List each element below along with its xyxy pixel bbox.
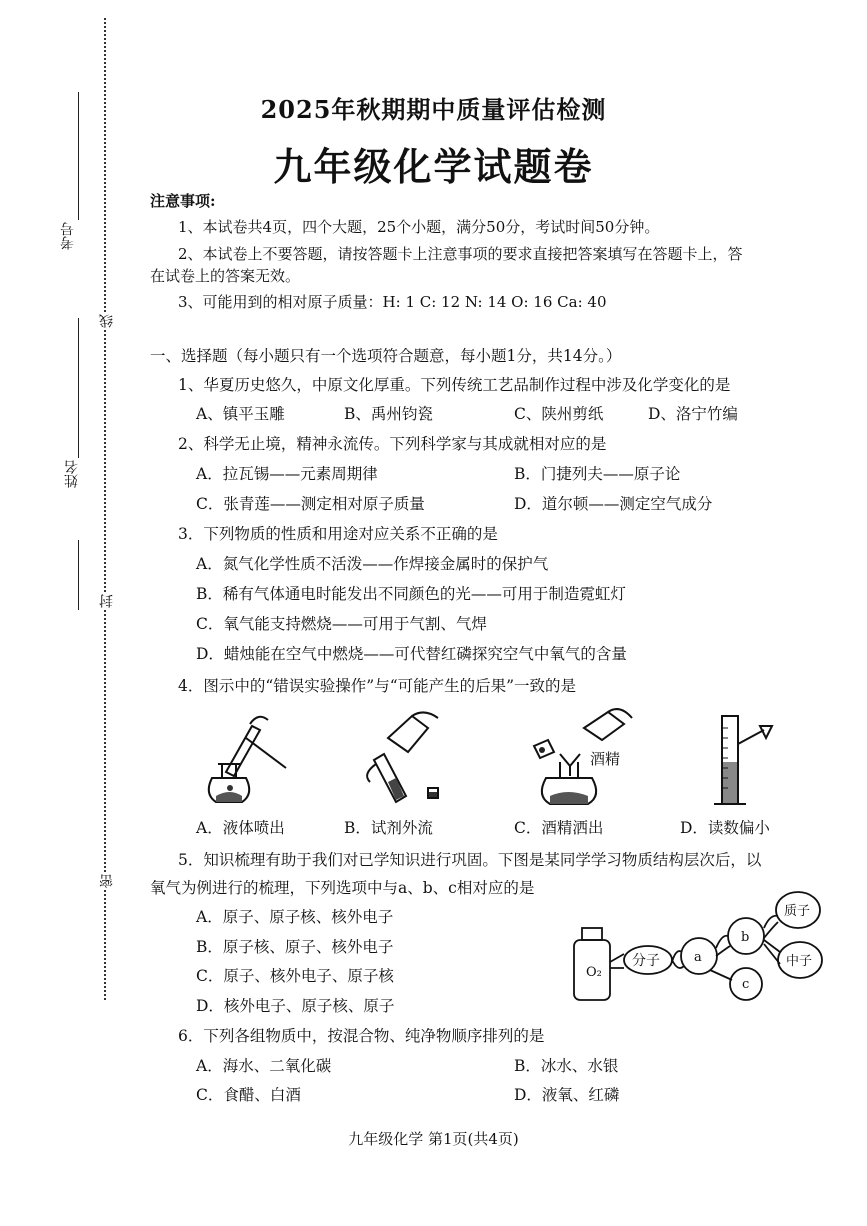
notes-heading: 注意事项:: [150, 192, 216, 210]
node-b-label: b: [741, 930, 750, 945]
q3-option-b: B．稀有气体通电时能发出不同颜色的光——可用于制造霓虹灯: [196, 585, 626, 603]
name-label: 姓名: [64, 460, 80, 488]
q6-option-b: B．冰水、水银: [514, 1057, 619, 1075]
q4-alcohol-label: 酒精: [590, 750, 621, 768]
section-heading: 一、选择题（每小题只有一个选项符合题意，每小题1分，共14分。）: [150, 347, 622, 365]
q6-stem: 6．下列各组物质中，按混合物、纯净物顺序排列的是: [178, 1027, 545, 1045]
q5-structure-diagram: [560, 888, 826, 1010]
q4-option-c: C．酒精洒出: [514, 819, 604, 837]
q1-option-c: C、陕州剪纸: [514, 405, 604, 423]
q4-figure-d: [694, 708, 784, 812]
q1-option-d: D、洛宁竹编: [648, 405, 738, 423]
seal-xian: 线: [99, 314, 115, 328]
q5-option-c: C．原子、核外电子、原子核: [196, 967, 394, 985]
note-1: 1、本试卷共4页，四个大题，25个小题，满分50分，考试时间50分钟。: [178, 218, 660, 236]
note-3: 3、可能用到的相对原子质量：H: 1 C: 12 N: 14 O: 16 Ca: 40: [178, 293, 607, 311]
proton-label: 质子: [784, 904, 811, 919]
paper-title: 九年级化学试题卷: [273, 144, 594, 189]
note-2a: 2、本试卷上不要答题，请按答题卡上注意事项的要求直接把答案填写在答题卡上，答: [178, 245, 743, 263]
neutron-label: 中子: [786, 954, 813, 969]
q3-option-d: D．蜡烛能在空气中燃烧——可代替红磷探究空气中氧气的含量: [196, 645, 627, 663]
q3-stem: 3．下列物质的性质和用途对应关系不正确的是: [178, 525, 498, 543]
q3-option-a: A．氮气化学性质不活泼——作焊接金属时的保护气: [196, 555, 549, 573]
molecule-label: 分子: [632, 953, 660, 969]
bottle-label: O₂: [586, 965, 602, 980]
q1-stem: 1、华夏历史悠久，中原文化厚重。下列传统工艺品制作过程中涉及化学变化的是: [178, 376, 731, 394]
q2-option-d: D．道尔顿——测定空气成分: [514, 495, 713, 513]
q1-option-b: B、禹州钧瓷: [344, 405, 433, 423]
q5-stem-line1: 5．知识梳理有助于我们对已学知识进行巩固。下图是某同学学习物质结构层次后，以: [178, 851, 762, 869]
q4-figure-a: [190, 708, 300, 808]
q2-option-c: C．张青莲——测定相对原子质量: [196, 495, 425, 513]
q6-option-d: D．液氧、红磷: [514, 1086, 620, 1104]
q6-option-a: A．海水、二氧化碳: [196, 1057, 332, 1075]
page-footer: 九年级化学 第1页(共4页): [348, 1130, 519, 1148]
q5-stem-line2: 氧气为例进行的梳理，下列选项中与a、b、c相对应的是: [150, 879, 535, 897]
q4-option-d: D．读数偏小: [680, 819, 770, 837]
q4-option-a: A．液体喷出: [196, 819, 285, 837]
q3-option-c: C．氧气能支持燃烧——可用于气割、气焊: [196, 615, 487, 633]
q4-stem: 4．图示中的“错误实验操作”与“可能产生的后果”一致的是: [178, 677, 577, 695]
note-2b: 在试卷上的答案无效。: [150, 267, 301, 285]
q4-figure-b: [354, 708, 454, 808]
q4-option-b: B．试剂外流: [344, 819, 433, 837]
q1-option-a: A、镇平玉雕: [196, 405, 285, 423]
name-blank: [78, 318, 79, 458]
exam-title: 2025年秋期期中质量评估检测: [260, 95, 607, 124]
q5-option-d: D．核外电子、原子核、原子: [196, 997, 395, 1015]
q2-stem: 2、科学无止境，精神永流传。下列科学家与其成就相对应的是: [178, 435, 607, 453]
q4-figure-c: [524, 706, 644, 810]
extra-blank: [78, 540, 79, 610]
q2-option-b: B．门捷列夫——原子论: [514, 465, 681, 483]
node-c-label: c: [742, 977, 750, 992]
seal-mi: 密: [99, 874, 115, 888]
q5-option-a: A．原子、原子核、核外电子: [196, 908, 394, 926]
node-a-label: a: [694, 950, 702, 965]
seal-feng: 封: [99, 594, 115, 608]
q6-option-c: C．食醋、白酒: [196, 1086, 301, 1104]
exam-no-label: 考号: [60, 222, 76, 250]
q2-option-a: A．拉瓦锡——元素周期律: [196, 465, 378, 483]
q5-option-b: B．原子核、原子、核外电子: [196, 938, 394, 956]
